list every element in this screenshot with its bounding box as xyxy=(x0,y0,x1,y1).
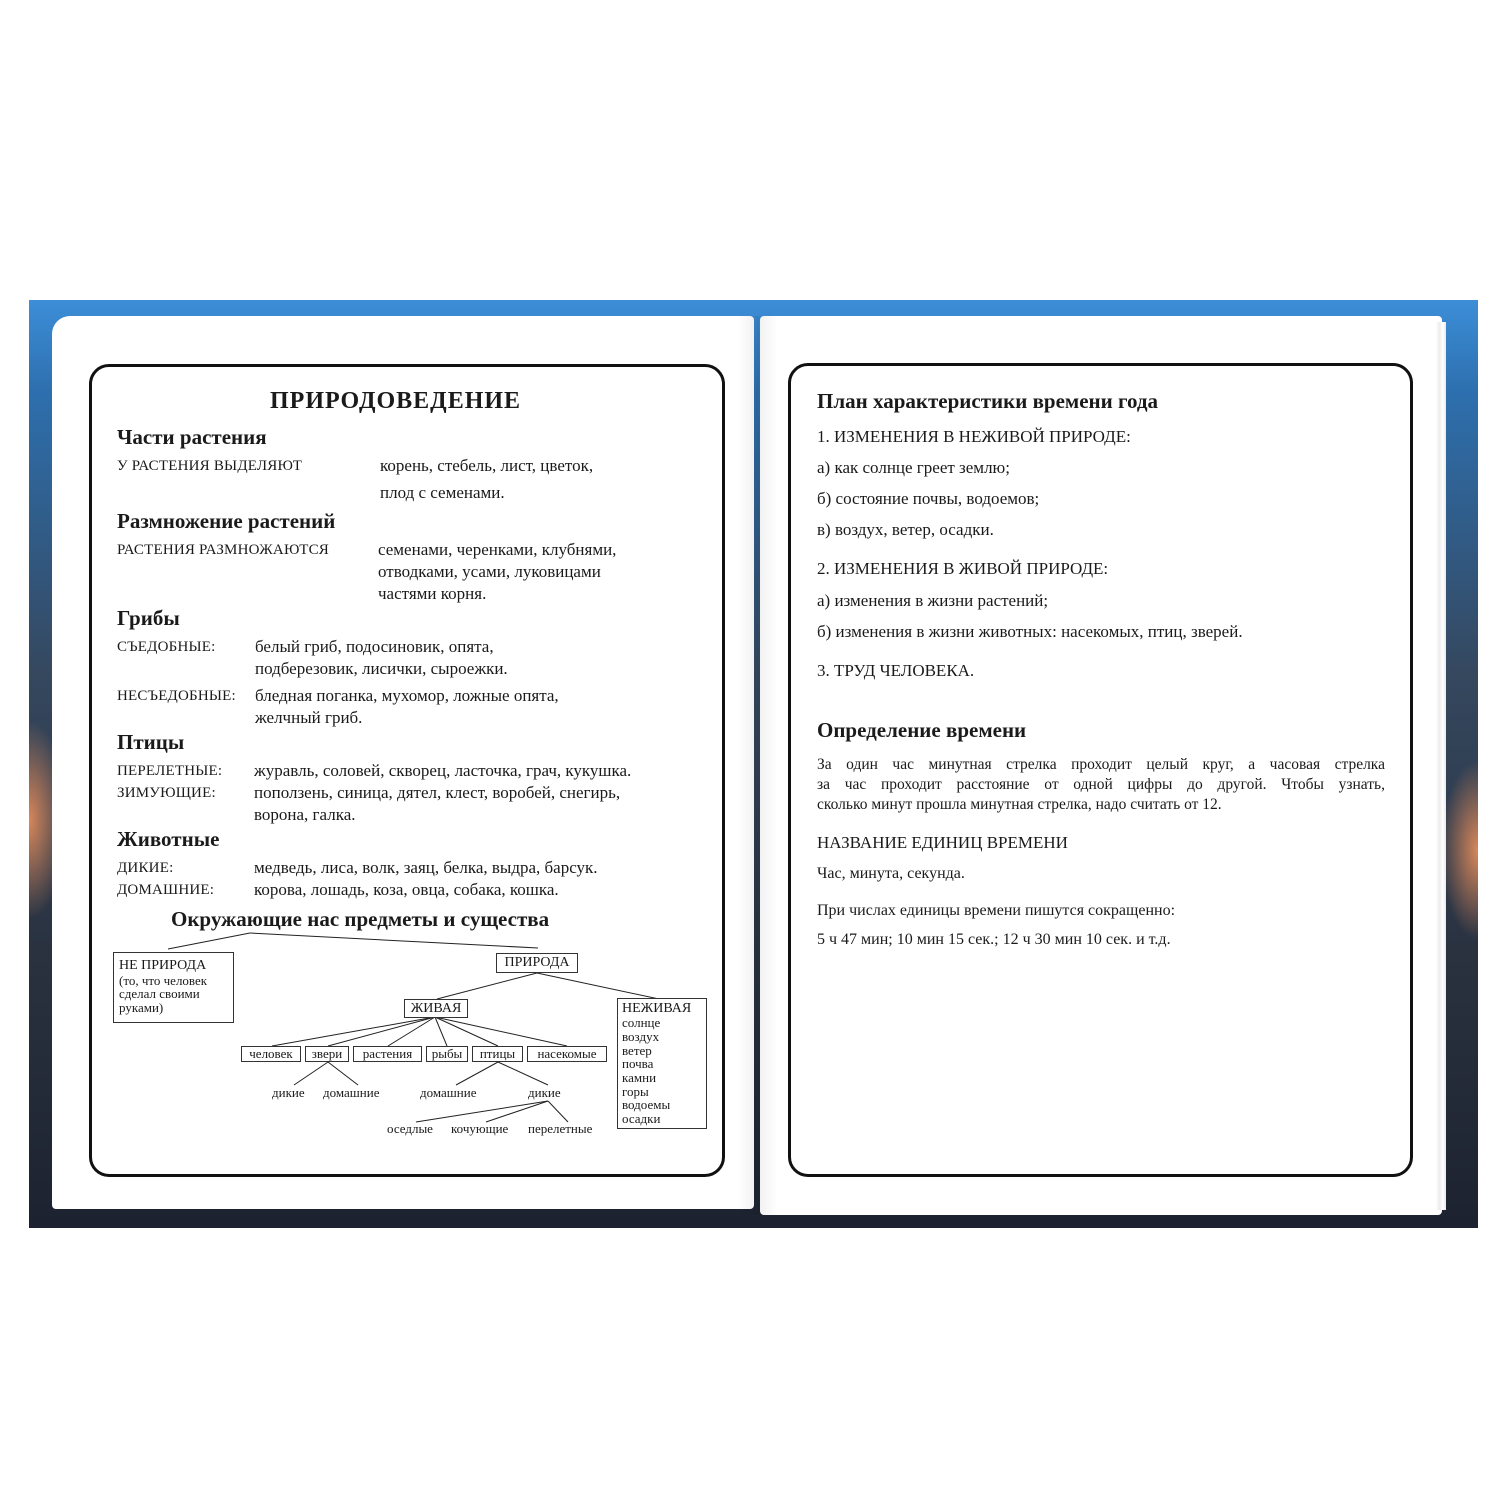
plan-line: б) состояние почвы, водоемов; xyxy=(817,489,1040,508)
not-nature-title: НЕ ПРИРОДА xyxy=(119,958,207,973)
time-paragraph-line: За один час минутная стрелка проходит целый круг, а часовая стрелка xyxy=(817,756,1385,773)
plant-parts-line: плод с семенами. xyxy=(380,483,505,502)
domestic-line: корова, лошадь, коза, овца, собака, кошка. xyxy=(254,880,559,899)
nonliving-title: НЕЖИВАЯ xyxy=(622,1001,692,1016)
wild-birds-sub-label: перелетные xyxy=(528,1121,593,1136)
plan-line: б) изменения в жизни животных: насекомых, птиц, зверей. xyxy=(817,622,1243,641)
diagram-heading: Окружающие нас предметы и существа xyxy=(171,907,550,931)
nonliving-item: камни xyxy=(622,1069,657,1085)
wintering-label: ЗИМУЮЩИЕ: xyxy=(117,785,216,801)
migratory-line: журавль, соловей, скворец, ласточка, грач, кукушка. xyxy=(254,761,632,780)
nonliving-item: водоемы xyxy=(622,1097,671,1113)
birds-sub-label: домашние xyxy=(420,1085,477,1100)
section-heading-plant-parts: Части растения xyxy=(117,425,267,449)
plan-line: 2. ИЗМЕНЕНИЯ В ЖИВОЙ ПРИРОДЕ: xyxy=(817,559,1109,578)
section-heading-mushrooms: Грибы xyxy=(117,606,180,630)
nonliving-item: ветер xyxy=(622,1042,652,1058)
nonliving-item: солнце xyxy=(622,1015,661,1031)
living-item-box: человек xyxy=(241,1046,301,1062)
living-item-box: птицы xyxy=(472,1046,523,1062)
time-paragraph-line: за час проходит расстояние от одной цифры до другой. Чтобы узнать, xyxy=(817,776,1385,793)
edible-line: белый гриб, подосиновик, опята, xyxy=(255,637,494,656)
plan-line: а) как солнце греет землю; xyxy=(817,458,1010,477)
edible-line: подберезовик, лисички, сыроежки. xyxy=(255,659,508,678)
units-text: Час, минута, секунда. xyxy=(817,865,965,882)
wild-line: медведь, лиса, волк, заяц, белка, выдра, барсук. xyxy=(254,858,598,877)
birds-sub-label: дикие xyxy=(528,1085,561,1100)
units-heading: НАЗВАНИЕ ЕДИНИЦ ВРЕМЕНИ xyxy=(817,833,1068,852)
living-item-box: звери xyxy=(305,1046,349,1062)
nonliving-box xyxy=(617,998,707,1129)
plant-parts-label: У РАСТЕНИЯ ВЫДЕЛЯЮТ xyxy=(117,458,303,474)
abbreviation-example: 5 ч 47 мин; 10 мин 15 сек.; 12 ч 30 мин 10 сек. и т.д. xyxy=(817,931,1171,948)
nonliving-item: осадки xyxy=(622,1110,661,1126)
inedible-line: бледная поганка, мухомор, ложные опята, xyxy=(255,686,559,705)
plant-parts-line: корень, стебель, лист, цветок, xyxy=(380,456,594,475)
plan-line: 3. ТРУД ЧЕЛОВЕКА. xyxy=(817,661,975,680)
wintering-line: поползень, синица, дятел, клест, воробей, снегирь, xyxy=(254,783,621,802)
not-nature-box xyxy=(113,952,234,1023)
nonliving-item: горы xyxy=(622,1083,649,1099)
wild-birds-sub-label: кочующие xyxy=(451,1121,509,1136)
living-item-box: растения xyxy=(353,1046,422,1062)
beasts-sub-label: дикие xyxy=(272,1085,305,1100)
reproduction-line: семенами, черенками, клубнями, xyxy=(378,540,617,559)
section-heading-animals: Животные xyxy=(117,827,220,851)
plan-heading: План характеристики времени года xyxy=(817,389,1159,413)
abbreviation-text: При числах единицы времени пишутся сокращенно: xyxy=(817,902,1176,919)
inedible-line: желчный гриб. xyxy=(255,708,363,727)
edible-label: СЪЕДОБНЫЕ: xyxy=(117,639,216,655)
plan-line: а) изменения в жизни растений; xyxy=(817,591,1049,610)
plan-line: в) воздух, ветер, осадки. xyxy=(817,520,994,539)
nonliving-item: воздух xyxy=(622,1029,660,1045)
reproduction-label: РАСТЕНИЯ РАЗМНОЖАЮТСЯ xyxy=(117,542,329,558)
living-item-box: рыбы xyxy=(426,1046,468,1062)
inedible-label: НЕСЪЕДОБНЫЕ: xyxy=(117,688,236,704)
beasts-sub-label: домашние xyxy=(323,1085,380,1100)
migratory-label: ПЕРЕЛЕТНЫЕ: xyxy=(117,763,223,779)
plan-line: 1. ИЗМЕНЕНИЯ В НЕЖИВОЙ ПРИРОДЕ: xyxy=(817,427,1131,446)
not-nature-note: (то, что человек xyxy=(119,972,208,988)
living-item-box: насекомые xyxy=(527,1046,607,1062)
section-heading-birds: Птицы xyxy=(117,730,185,754)
reproduction-line: частями корня. xyxy=(378,584,487,603)
living-box: ЖИВАЯ xyxy=(404,999,468,1018)
nonliving-item: почва xyxy=(622,1056,654,1072)
wild-label: ДИКИЕ: xyxy=(117,860,174,876)
time-paragraph-line: сколько минут прошла минутная стрелка, надо считать от 12. xyxy=(817,796,1222,813)
wintering-line: ворона, галка. xyxy=(254,805,356,824)
reproduction-line: отводками, усами, луковицами xyxy=(378,562,601,581)
wild-birds-sub-label: оседлые xyxy=(387,1121,433,1136)
not-nature-note: сделал своими xyxy=(119,986,200,1002)
domestic-label: ДОМАШНИЕ: xyxy=(117,882,215,898)
section-heading-reproduction: Размножение растений xyxy=(117,509,336,533)
not-nature-note: руками) xyxy=(119,999,164,1015)
page-title: ПРИРОДОВЕДЕНИЕ xyxy=(270,388,522,414)
time-heading: Определение времени xyxy=(817,718,1027,742)
nature-box: ПРИРОДА xyxy=(496,953,578,973)
